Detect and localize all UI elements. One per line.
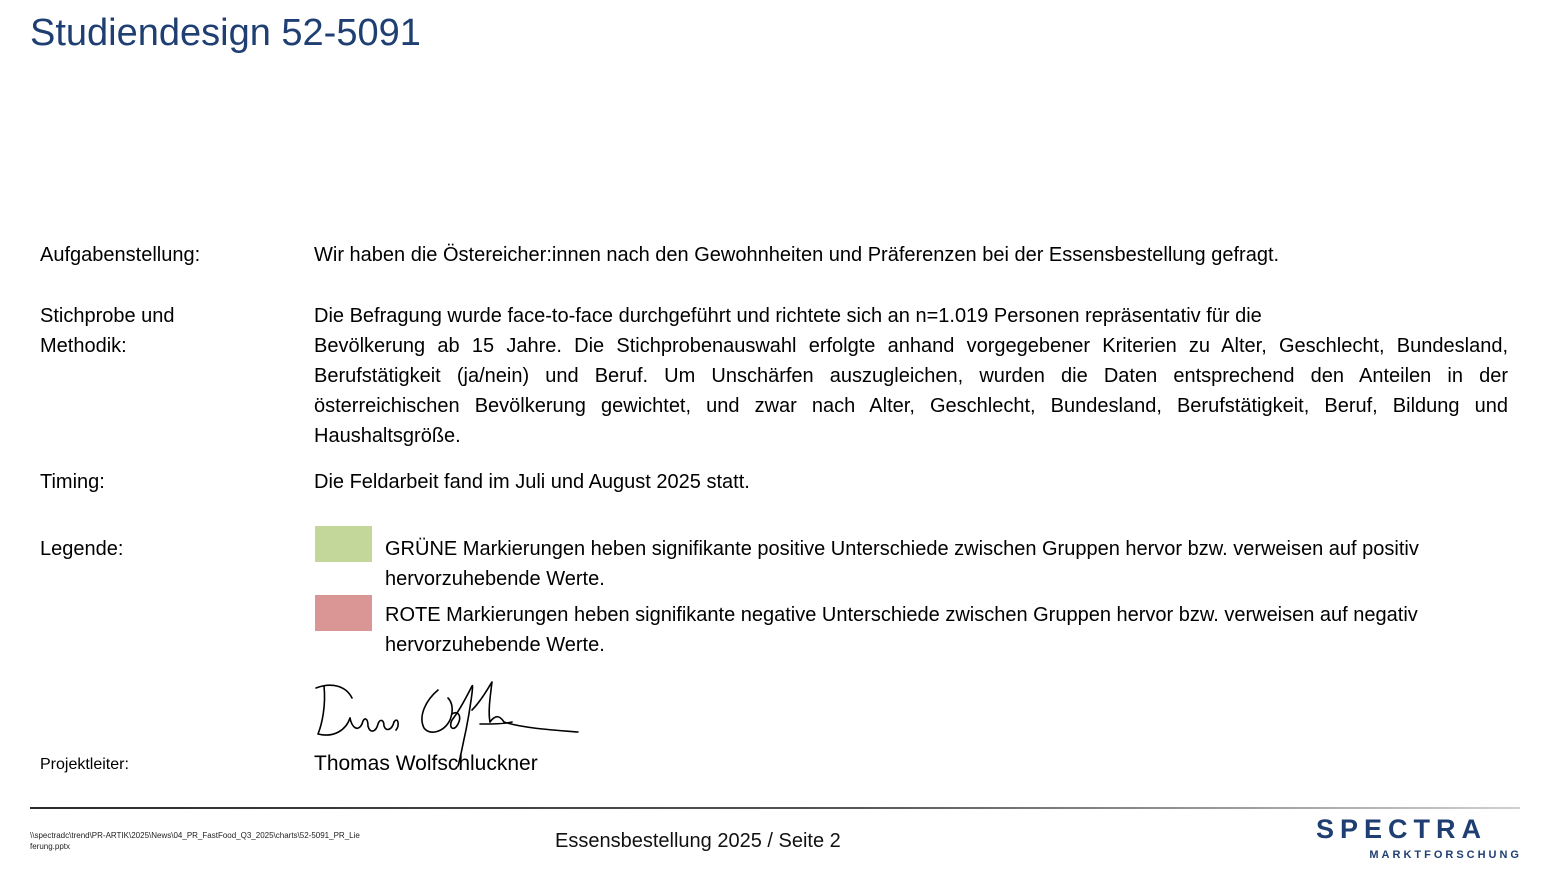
legende-label: Legende: bbox=[40, 538, 124, 560]
page-footer: Essensbestellung 2025 / Seite 2 bbox=[555, 830, 841, 852]
red-legend-text: ROTE Markierungen heben signifikante negative Unterschiede zwischen Gruppen hervor bzw. verweisen auf negativ hervorzuhebende Werte. bbox=[385, 604, 1418, 656]
timing-label: Timing: bbox=[40, 471, 105, 493]
stichprobe-label bbox=[40, 301, 175, 361]
projektleiter-label: Projektleiter: bbox=[40, 756, 129, 773]
logo-sub-text: MARKTFORSCHUNG bbox=[1369, 849, 1522, 861]
spectra-logo bbox=[1316, 814, 1522, 866]
projektleiter-name: Thomas Wolfschluckner bbox=[314, 752, 538, 775]
stichprobe-text-line1: Die Befragung wurde face-to-face durchgeführt und richtete sich an n=1.019 Personen repräsentativ für die bbox=[314, 305, 1262, 327]
footer-divider bbox=[30, 807, 1520, 809]
stichprobe-label-line2: Methodik: bbox=[40, 335, 127, 357]
aufgabe-text: Wir haben die Östereicher:innen nach den Gewohnheiten und Präferenzen bei der Essensbestellung gefragt. bbox=[314, 244, 1280, 266]
logo-main-text: SPECTRA bbox=[1316, 814, 1488, 844]
stichprobe-text-rest: Bevölkerung ab 15 Jahre. Die Stichprobenauswahl erfolgte anhand vorgegebener Kriterien zu Alter, Geschlecht, Bundesland, Berufstätigkeit (ja/nein) und Beruf. Um Unschärfen auszugleichen, wurden die Daten entsprechend den Anteilen in der österreichischen Bevölkerung gewichtet, und zwar nach Alter, Geschlecht, Bundesland, Berufstätigkeit, Beruf, Bildung und Haushaltsgröße. bbox=[314, 335, 1508, 447]
page-title: Studiendesign 52-5091 bbox=[30, 12, 421, 54]
file-path: \\spectradc\trend\PR-ARTIK\2025\News\04_PR_FastFood_Q3_2025\charts\52-5091_PR_Lieferung.pptx bbox=[30, 831, 360, 851]
stichprobe-text bbox=[314, 301, 1508, 451]
green-legend-swatch bbox=[315, 526, 372, 562]
green-legend-text: GRÜNE Markierungen heben signifikante positive Unterschiede zwischen Gruppen hervor bzw. verweisen auf positiv hervorzuhebende Werte. bbox=[385, 538, 1419, 590]
red-legend-swatch bbox=[315, 595, 372, 631]
stichprobe-label-line1: Stichprobe und bbox=[40, 305, 175, 327]
timing-text: Die Feldarbeit fand im Juli und August 2025 statt. bbox=[314, 471, 750, 493]
aufgabe-label: Aufgabenstellung: bbox=[40, 244, 201, 266]
